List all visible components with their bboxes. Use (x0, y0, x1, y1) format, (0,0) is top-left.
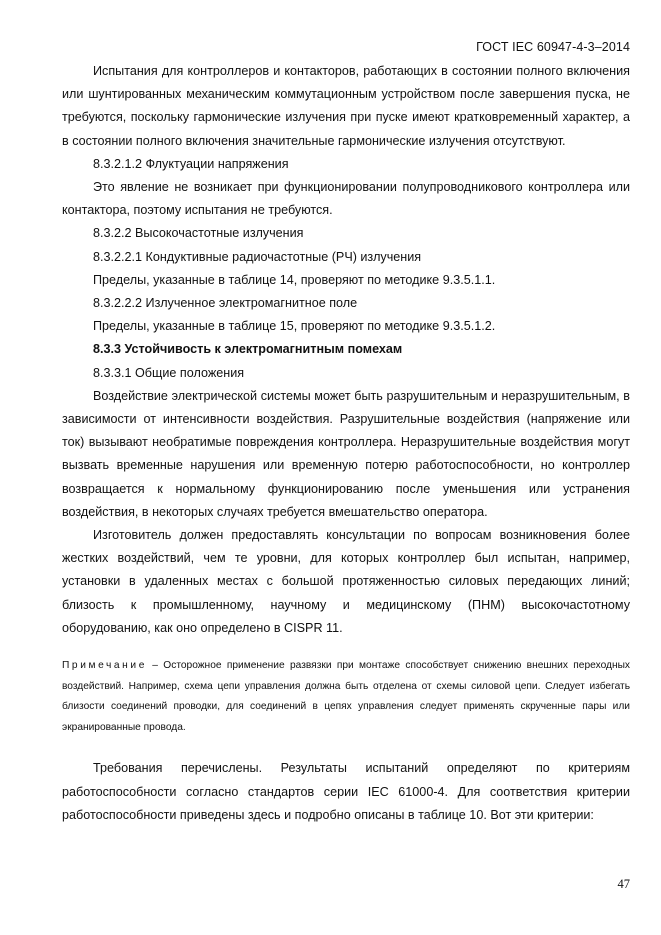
section-heading-general: 8.3.3.1 Общие положения (93, 365, 245, 380)
section-heading-hf-emissions: 8.3.2.2 Высокочастотные излучения (93, 226, 304, 241)
section-heading-immunity: 8.3.3 Устойчивость к электромагнитным помехам (93, 342, 403, 357)
section-heading-radiated-field: 8.3.2.2.2 Излученное электромагнитное поле (93, 296, 358, 311)
paragraph-criteria: Требования перечислены. Результаты испытаний определяют по критериям работоспособности согласно стандартов серии IEC 61000-4. Для соответствия критерии работоспособности приведены здесь и подробно описаны в таблице 10. Вот эти критерии: (62, 761, 630, 823)
page-number: 47 (617, 877, 630, 891)
standard-header: ГОСТ IEC 60947-4-3–2014 (476, 40, 630, 54)
section-heading-conducted-rf: 8.3.2.2.1 Кондуктивные радиочастотные (РЧ) излучения (93, 249, 422, 264)
paragraph-tests-full-on: Испытания для контроллеров и контакторов, работающих в состоянии полного включения или шунтированных механическим коммутационным устройством после завершения пуска, не требуются, поскольку гармонические излучения при пуске имеют кратковременный характер, а в состоянии полного включения значительные гармонические излучения отсутствуют. (62, 64, 630, 148)
document-body (62, 60, 630, 828)
section-heading-voltage-fluctuations: 8.3.2.1.2 Флуктуации напряжения (93, 156, 289, 171)
note-block (62, 656, 630, 738)
note-text: – Осторожное применение развязки при монтаже способствует снижению внешних переходных воздействий. Например, схема цепи управления должна быть отделена от схемы силовой цепи. Следует избегать близости соединений проводки, для соединений в цепях управления следует применять скрученные пары или экранированные провода. (62, 660, 630, 733)
paragraph-disturbance-effects: Воздействие электрической системы может быть разрушительным и неразрушительным, в зависимости от интенсивности воздействия. Разрушительные воздействия (напряжение или ток) вызывают необратимые повреждения контроллера. Неразрушительные воздействия могут вызвать временные нарушения или временную потерю работоспособности, но контроллер возвращается к нормальному функционированию после уменьшения или устранения воздействия, в некоторых случаях требуется вмешательство оператора. (62, 388, 630, 519)
paragraph-limits-table-14: Пределы, указанные в таблице 14, проверяют по методике 9.3.5.1.1. (93, 272, 496, 287)
note-label: Примечание (62, 660, 147, 672)
paragraph-no-tests-required: Это явление не возникает при функционировании полупроводникового контроллера или контактора, поэтому испытания не требуются. (62, 180, 630, 218)
paragraph-limits-table-15: Пределы, указанные в таблице 15, проверяют по методике 9.3.5.1.2. (93, 319, 496, 334)
paragraph-manufacturer-consultation: Изготовитель должен предоставлять консультации по вопросам возникновения более жестких воздействий, чем те уровни, для которых контроллер был испытан, например, установки в удаленных местах с большой протяженностью силовых передающих линий; близость к промышленному, научному и медицинскому (ПНМ) высокочастотному оборудованию, как оно определено в CISPR 11. (62, 528, 630, 635)
